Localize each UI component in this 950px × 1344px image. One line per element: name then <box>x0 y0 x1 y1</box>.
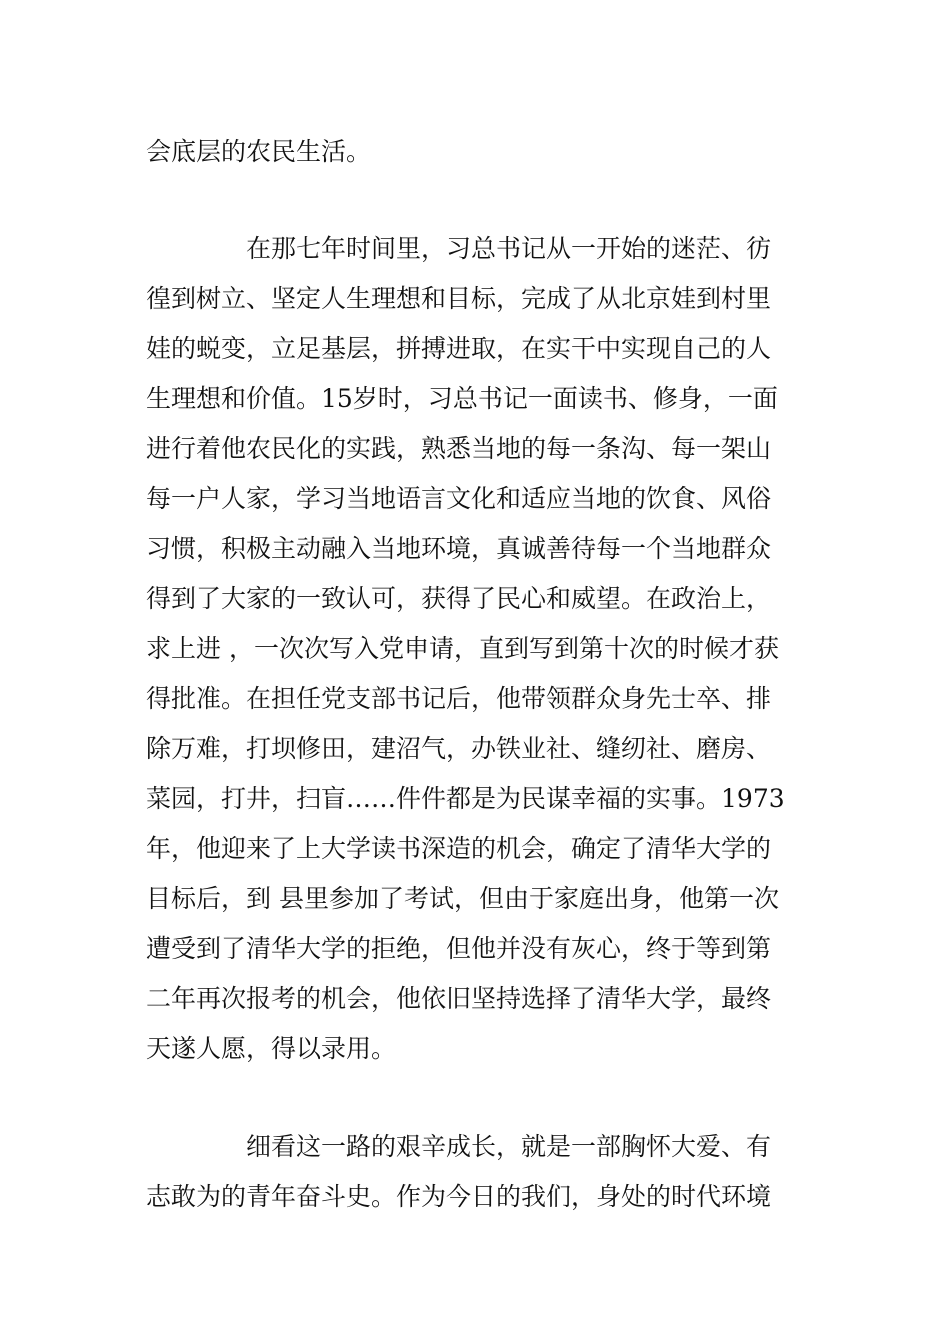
text-line: 在那七年时间里，习总书记从一开始的迷茫、彷 <box>246 234 772 263</box>
text-line: 娃的蜕变，立足基层，拼搏进取，在实干中实现自己的人 <box>146 334 772 363</box>
text-line: 年，他迎来了上大学读书深造的机会，确定了清华大学的 <box>146 834 772 863</box>
text-line: 菜园，打井，扫盲……件件都是为民谋幸福的实事。1973 <box>146 784 785 813</box>
text-line: 天遂人愿，得以录用。 <box>146 1034 397 1063</box>
text-line: 二年再次报考的机会，他依旧坚持选择了清华大学，最终 <box>146 984 772 1013</box>
text-line: 每一户人家，学习当地语言文化和适应当地的饮食、风俗 <box>146 484 772 513</box>
text-line: 求上进 ，一次次写入党申请，直到写到第十次的时候才获 <box>146 634 779 663</box>
text-line: 进行着他农民化的实践，熟悉当地的每一条沟、每一架山 <box>146 434 772 463</box>
text-line: 习惯，积极主动融入当地环境，真诚善待每一个当地群众 <box>146 534 772 563</box>
text-line: 会底层的农民生活。 <box>146 137 372 166</box>
text-line: 徨到树立、坚定人生理想和目标，完成了从北京娃到村里 <box>146 284 772 313</box>
text-line: 得到了大家的一致认可，获得了民心和威望。在政治上， <box>146 584 772 613</box>
text-line: 目标后，到 县里参加了考试，但由于家庭出身，他第一次 <box>146 884 779 913</box>
text-line: 细看这一路的艰辛成长，就是一部胸怀大爱、有 <box>246 1132 772 1161</box>
text-line: 志敢为的青年奋斗史。作为今日的我们，身处的时代环境 <box>146 1182 772 1211</box>
text-line: 得批准。在担任党支部书记后，他带领群众身先士卒、排 <box>146 684 772 713</box>
text-line: 生理想和价值。15岁时，习总书记一面读书、修身，一面 <box>146 384 778 413</box>
text-line: 除万难，打坝修田，建沼气，办铁业社、缝纫社、磨房、 <box>146 734 772 763</box>
text-line: 遭受到了清华大学的拒绝，但他并没有灰心，终于等到第 <box>146 934 772 963</box>
